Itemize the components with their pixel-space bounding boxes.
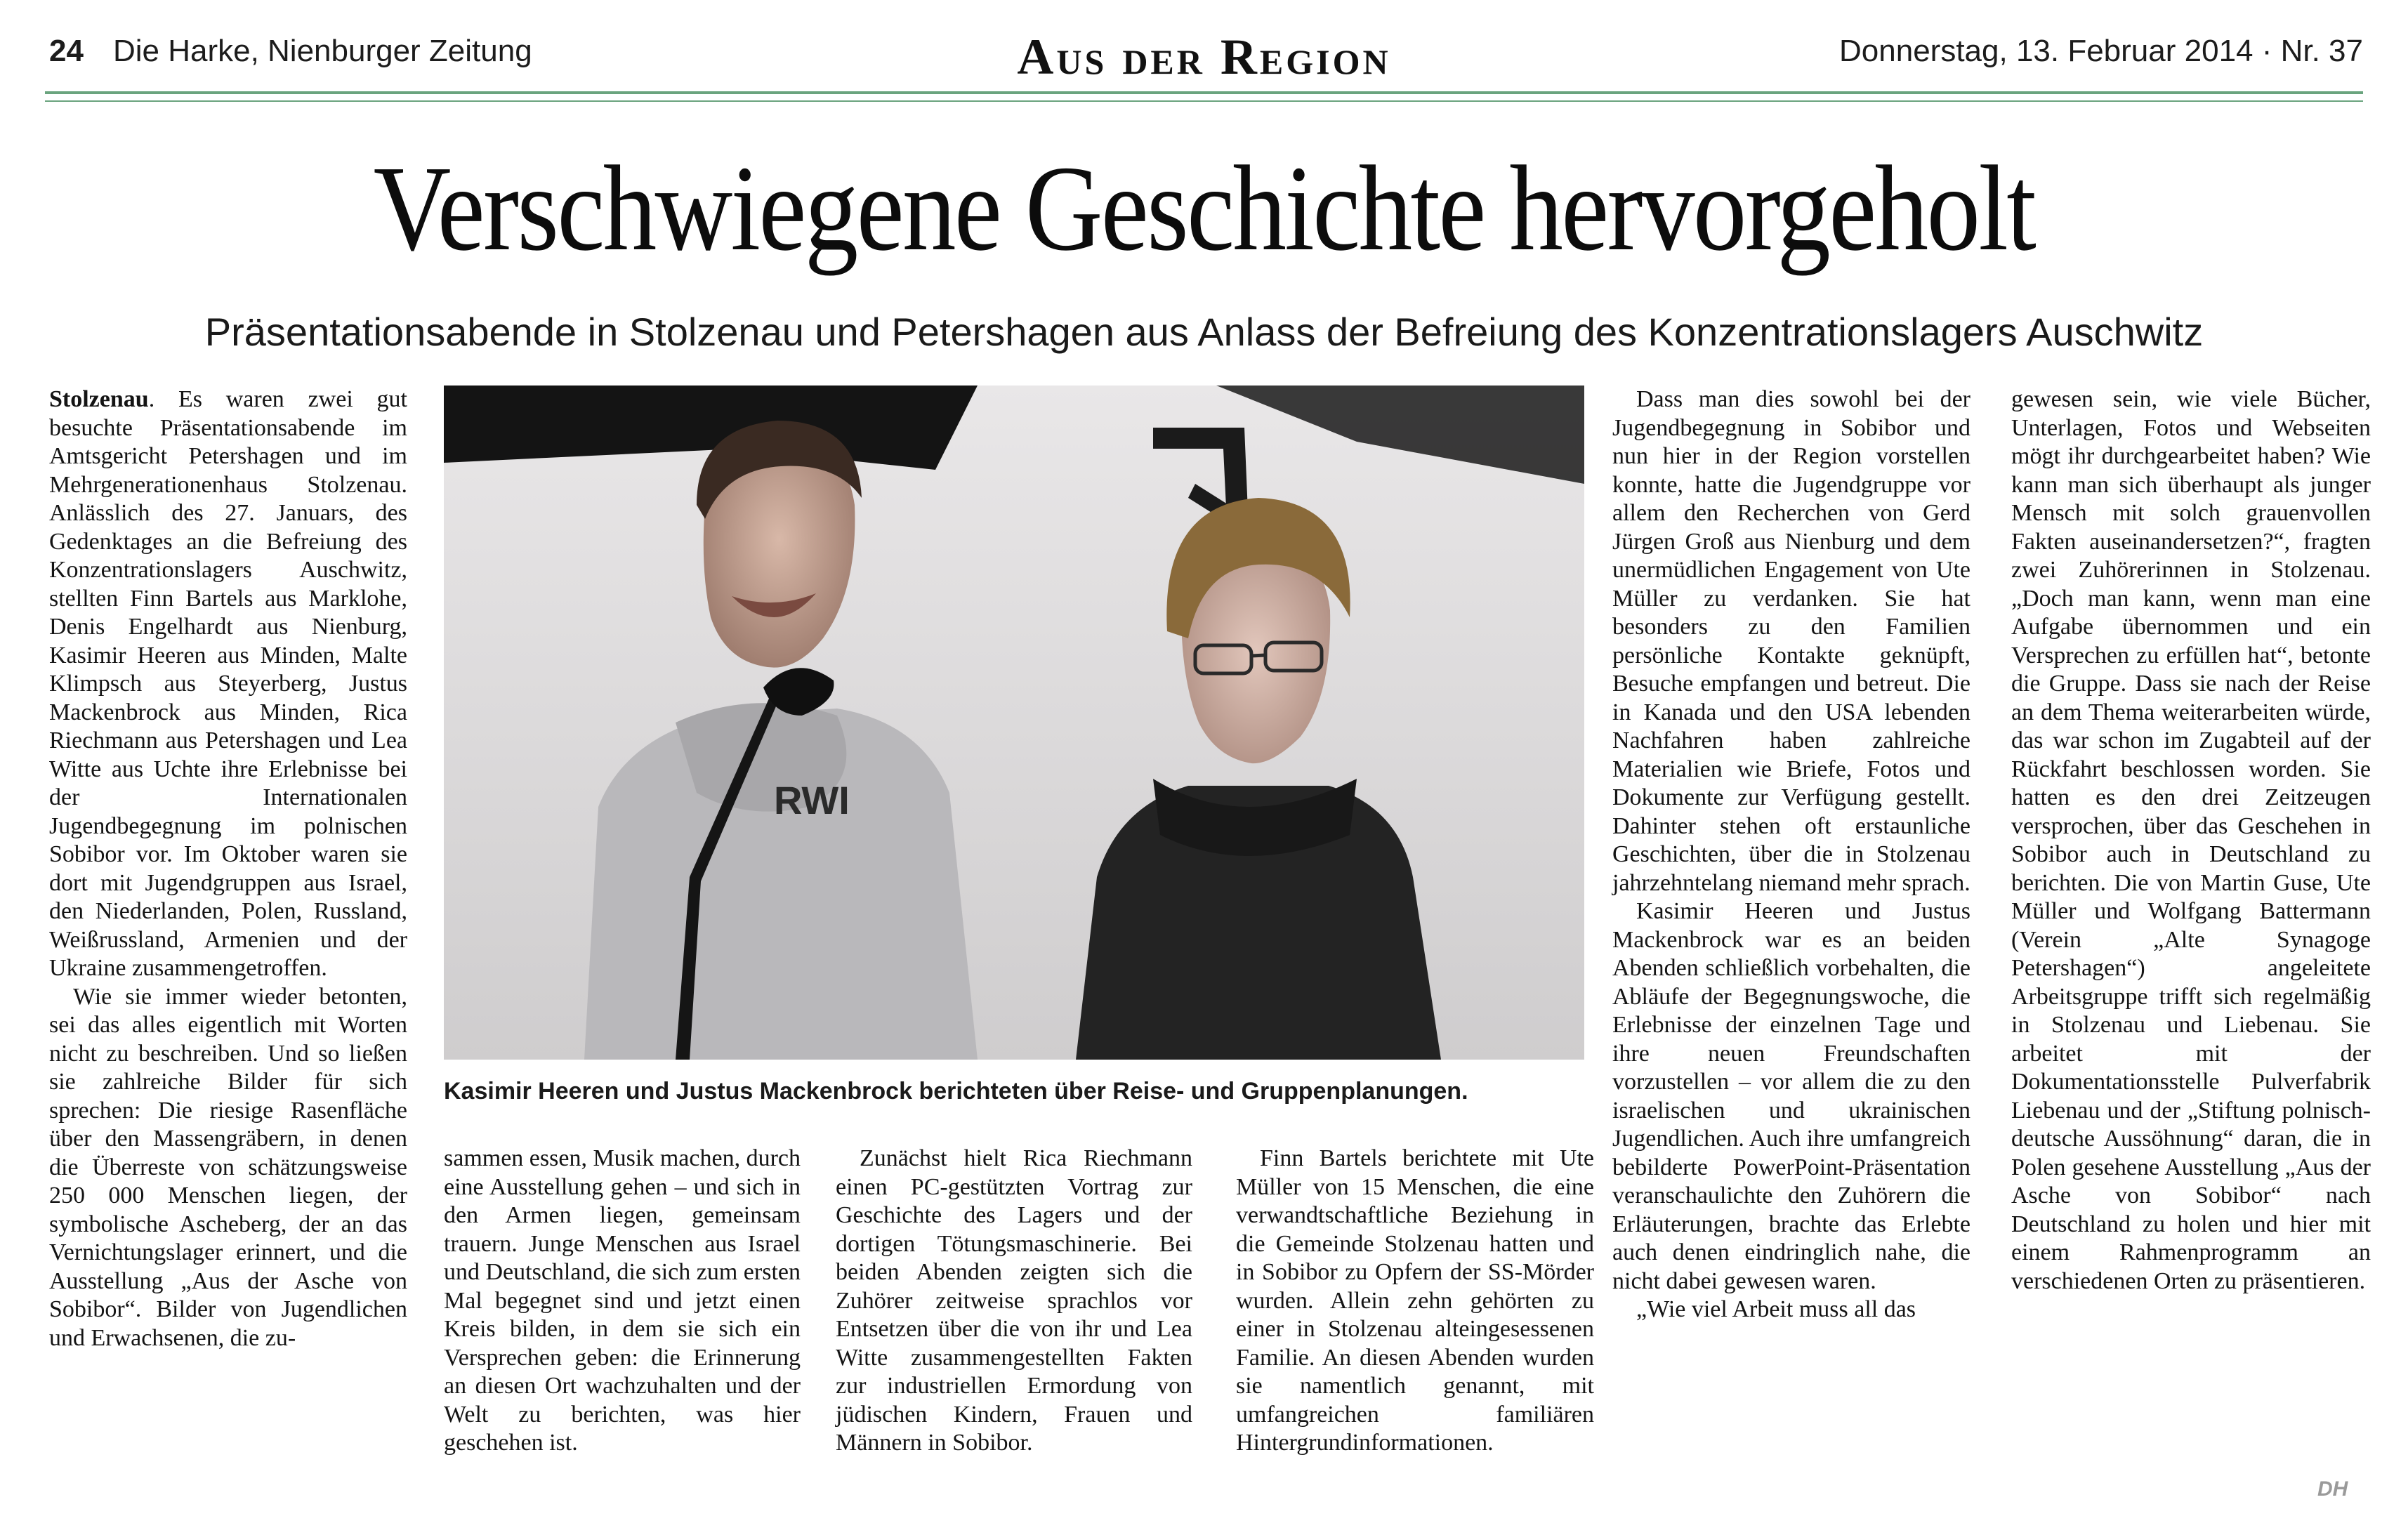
page-number: 24: [49, 34, 84, 68]
article-paragraph: sammen essen, Musik machen, durch eine Ausstellung gehen – und sich in den Armen liegen, gemeinsam trauern. Junge Menschen aus Israel und Deutschland, die sich zum ersten Mal begegnet sind und jetzt einen Kreis bilden, in dem sie sich ein Versprechen geben: die Erinnerung an diesen Ort wachzuhalten und der Welt zu berichten, was hier geschehen ist.: [444, 1145, 801, 1456]
header-rule: [45, 91, 2363, 102]
article-column-1: [49, 386, 407, 1352]
article-paragraph: Finn Bartels berichtete mit Ute Müller von 15 Menschen, die eine verwandtschaftliche Beziehung in die Gemeinde Stolzenau hatten und in Sobibor zu Opfern der SS-Mörder wurden. Allein zehn gehörten zu einer in Stolzenau alteingesessenen Familie. An diesen Abenden wurden sie namentlich genannt, mit umfangreichen familiären Hintergrundinformationen.: [1236, 1145, 1594, 1456]
article-paragraph: Kasimir Heeren und Justus Mackenbrock war es an beiden Abenden schließlich vorbehalten, die Abläufe der Begegnungswoche, die Erlebnisse der einzelnen Tage und ihre neuen Freundschaften vorzustellen – vor allem die zu den israelischen und ukrainischen Jugendlichen. Auch ihre umfangreich bebilderte PowerPoint-Präsentation veranschaulichte den Zuhörern die Erläuterungen, brachte das Erlebte auch denen eindringlich nahe, die nicht dabei gewesen waren.: [1612, 898, 1971, 1294]
section-title: Aus der Region: [1017, 29, 1391, 85]
shirt-print: RWI: [774, 778, 850, 822]
article-paragraph: Zunächst hielt Rica Riechmann einen PC-gestützten Vortrag zur Geschichte des Lagers und der dortigen Tötungsmaschinerie. Bei beiden Abenden zeigten sich die Zuhörer zeitweise sprachlos vor Entsetzen über die von ihr und Lea Witte zusammengestellten Fakten zur industriellen Ermordung von jüdischen Kindern, Frauen und Männern in Sobibor.: [836, 1145, 1192, 1456]
article-paragraph: Dass man dies sowohl bei der Jugendbegegnung in Sobibor und nun hier in der Region vorstellen konnte, hatte die Jugendgruppe vor allem den Recherchen von Gerd Jürgen Groß aus Nienburg und dem unermüdlichen Engagement von Ute Müller zu verdanken. Sie hat besonders zu den Familien persönliche Kontakte geknüpft, Besuche empfangen und betreut. Die in Kanada und den USA lebenden Nachfahren haben zahlreiche Materialien wie Briefe, Fotos und Dokumente zur Verfügung gestellt. Dahinter stehen oft erstaunliche Geschichten, über die in Stolzenau jahrzehntelang niemand mehr sprach.: [1612, 386, 1971, 896]
article-paragraph: Stolzenau. Es waren zwei gut besuchte Präsentationsabende im Amtsgericht Petershagen und im Mehrgenerationenhaus Stolzenau. Anlässlich des 27. Januars, des Gedenktages an die Befreiung des Konzentrationslagers Auschwitz, stellten Finn Bartels aus Marklohe, Denis Engelhardt aus Nienburg, Kasimir Heeren aus Minden, Malte Klimpsch aus Steyerberg, Justus Mackenbrock aus Minden, Rica Riechmann aus Petershagen und Lea Witte aus Uchte ihre Erlebnisse bei der Internationalen Jugendbegegnung im polnischen Sobibor vor. Im Oktober waren sie dort mit Jugendgruppen aus Israel, den Niederlanden, Polen, Russland, Weißrussland, Armenien und der Ukraine zusammengetroffen.: [49, 386, 407, 981]
article-column-5: [1612, 386, 1971, 1324]
photo-caption: Kasimir Heeren und Justus Mackenbrock berichteten über Reise- und Gruppenplanungen.: [444, 1078, 1468, 1105]
article-photo: [444, 386, 1584, 1060]
paper-name: Die Harke, Nienburger Zeitung: [112, 34, 532, 68]
article-paragraph: Wie sie immer wieder betonten, sei das alles eigentlich mit Worten nicht zu beschreiben. Und so ließen sie zahlreiche Bilder für sich sprechen: Die riesige Rasenfläche über den Massengräbern, in denen die Überreste von schätzungsweise 250 000 Menschen liegen, der symbolische Ascheberg, der an das Vernichtungslager erinnert, und die Ausstellung „Aus der Asche von Sobibor“. Bilder von Jugendlichen und Erwachsenen, die zu-: [49, 983, 407, 1351]
date-issue: Donnerstag, 13. Februar 2014 · Nr. 37: [1839, 34, 2363, 68]
article-column-2: [444, 1145, 801, 1458]
article-paragraph: gewesen sein, wie viele Bücher, Unterlagen, Fotos und Webseiten mögt ihr durchgearbeitet haben? Wie kann man sich überhaupt als junger Mensch mit solch grauenvollen Fakten auseinandersetzen?“, fragten zwei Zuhörerinnen in Stolzenau. „Doch man kann, wenn man eine Aufgabe übernommen und ein Versprechen zu erfüllen hat“, betonte die Gruppe. Dass sie nach der Reise an dem Thema weiterarbeiten würde, das war schon im Zugabteil auf der Rückfahrt beschlossen worden. Sie hatten es den drei Zeitzeugen versprochen, über das Geschehen in Sobibor auch in Deutschland zu berichten. Die von Martin Guse, Ute Müller und Wolfgang Battermann (Verein „Alte Synagoge Petershagen“) angeleitete Arbeitsgruppe trifft sich regelmäßig in Stolzenau und Liebenau. Sie arbeitet mit der Dokumentationsstelle Pulverfabrik Liebenau und der „Stiftung polnisch-deutsche Aussöhnung“ daran, die in Polen gesehene Ausstellung „Aus der Asche von Sobibor“ nach Deutschland zu holen und hier mit einem Rahmenprogramm an verschiedenen Orten zu präsentieren.: [2011, 386, 2371, 1294]
article-column-4: [1236, 1145, 1594, 1458]
article-column-6: [2011, 386, 2371, 1296]
photo-illustration: [444, 386, 1584, 1060]
article-column-3: [836, 1145, 1192, 1458]
headline: Verschwiegene Geschichte hervorgeholt: [373, 140, 2035, 276]
subheadline: Präsentationsabende in Stolzenau und Petershagen aus Anlass der Befreiung des Konzentrationslagers Auschwitz: [204, 310, 2204, 354]
article-paragraph: „Wie viel Arbeit muss all das: [1636, 1296, 1916, 1322]
dateline: Stolzenau: [49, 386, 149, 412]
author-byline: DH: [2317, 1477, 2348, 1501]
